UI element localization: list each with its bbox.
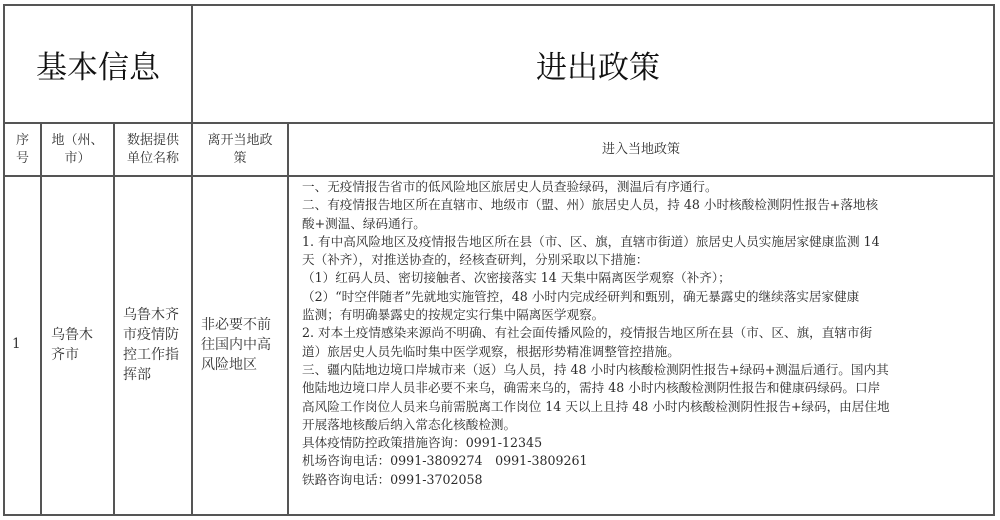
policy-line: 他陆地边境口岸人员非必要不来乌，确需来乌的，需持 48 小时内核酸检测阴性报告和健康码绿码。口岸 [302,380,881,396]
data-provider-line: 市疫情防 [123,326,179,343]
region-line: 乌鲁木 [51,326,93,343]
policy-line: 高风险工作岗位人员来乌前需脱离工作岗位 14 天以上且持 48 小时内核酸检测阴性报告+绿码，由居住地 [302,398,890,414]
policy-table [3,4,995,516]
leave-policy-line: 风险地区 [201,356,257,373]
policy-railway-phone: 铁路咨询电话：0991-3702058 [302,471,483,487]
cell-enter-policy [289,177,993,514]
policy-line: 1. 有中高风险地区及疫情报告地区所在县（市、区、旗，直辖市街道）旅居史人员实施居家健康监测 14 [302,233,880,249]
cell-data-provider [115,177,191,514]
leave-policy-line: 非必要不前 [201,316,271,333]
column-header-region [42,124,113,175]
region-line: 齐市 [51,346,79,363]
policy-line: 酸+测温、绿码通行。 [302,215,426,231]
policy-line: （1）红码人员、密切接触者、次密接落实 14 天集中隔离医学观察（补齐）； [302,270,731,286]
policy-line: 一、无疫情报告省市的低风险地区旅居史人员查验绿码，测温后有序通行。 [302,179,718,194]
data-provider-line: 控工作指 [123,346,179,363]
column-header-index-line: 序 [15,132,29,148]
policy-line: 天（补齐），对推送协查的，经核查研判，分别采取以下措施： [302,252,649,268]
column-header-leave-policy-line: 离开当地政 [207,132,273,148]
policy-line: 道）旅居史人员先临时集中医学观察，根据形势精准调整管控措施。 [302,343,680,359]
section-header-basic-info [5,6,191,122]
cell-index [5,177,40,514]
cell-region [42,177,113,514]
column-header-leave-policy [193,124,287,175]
column-header-enter-policy-label: 进入当地政策 [602,141,681,157]
policy-line: （2）“时空伴随者”先就地实施管控，48 小时内完成经研判和甄别，确无暴露史的继续落实居家健康 [302,288,860,304]
column-header-data-provider-line: 单位名称 [126,150,179,166]
column-header-index-line: 号 [15,150,29,166]
column-header-region-line: 地（州、 [51,132,104,148]
column-header-data-provider [115,124,191,175]
column-header-region-line: 市） [64,150,91,166]
section-title-basic-info: 基本信息 [36,49,160,86]
policy-line: 二、有疫情报告地区所在直辖市、地级市（盟、州）旅居史人员，持 48 小时核酸检测阴性报告+落地核 [302,197,879,213]
policy-airport-phone: 机场咨询电话：0991-3809274 0991-3809261 [302,453,588,469]
policy-line: 三、疆内陆地边境口岸城市来（返）乌人员，持 48 小时内核酸检测阴性报告+绿码+测温后通行。国内其 [302,361,889,377]
policy-line: 2. 对本土疫情感染来源尚不明确、有社会面传播风险的，疫情报告地区所在县（市、区、旗，直辖市街 [302,325,873,341]
data-provider-line: 乌鲁木齐 [123,306,179,323]
section-title-entry-exit-policy: 进出政策 [536,49,660,86]
column-header-enter-policy [289,124,993,175]
policy-consult-hotline: 具体疫情防控政策措施咨询：0991-12345 [302,435,543,451]
data-provider-line: 挥部 [123,366,151,383]
policy-line: 监测；有明确暴露史的按规定实行集中隔离医学观察。 [302,307,605,323]
policy-line: 开展落地核酸后纳入常态化核酸检测。 [302,416,517,432]
column-header-leave-policy-line: 策 [233,150,247,166]
cell-leave-policy [193,177,287,514]
column-header-data-provider-line: 数据提供 [126,132,179,148]
leave-policy-line: 往国内中高 [201,336,271,353]
column-header-index [5,124,40,175]
row-index: 1 [12,336,21,352]
section-header-entry-exit-policy [193,6,993,122]
